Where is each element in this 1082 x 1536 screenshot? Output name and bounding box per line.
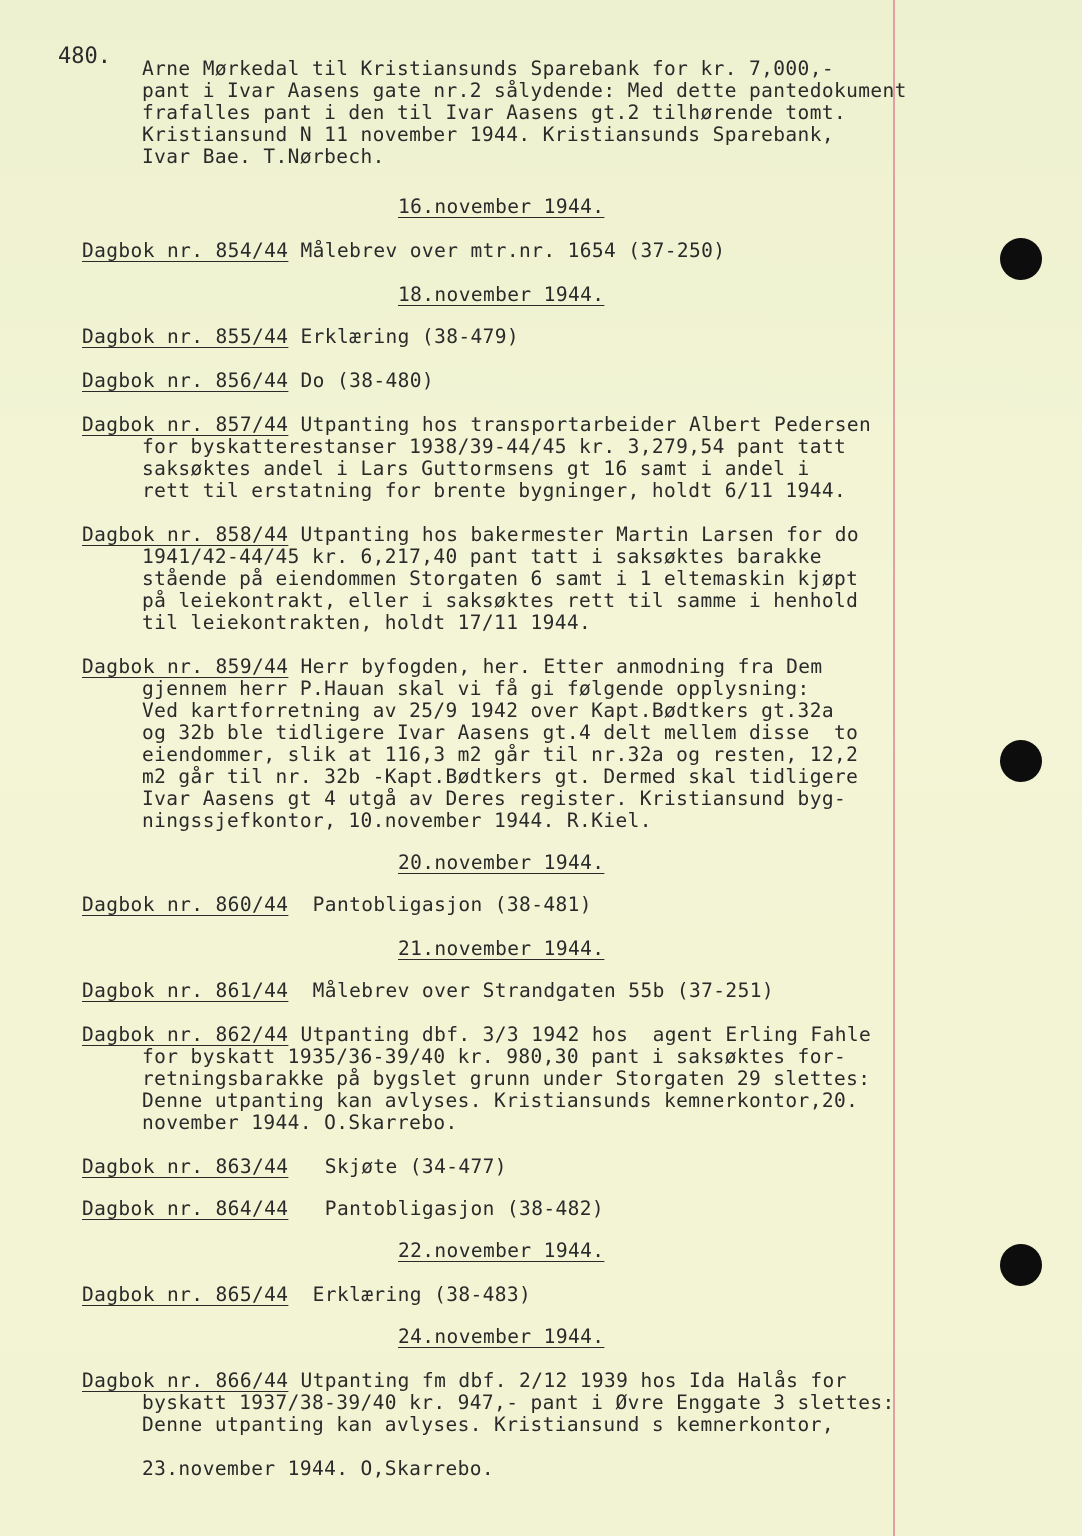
entry-text: Utpanting hos transportarbeider Albert Pedersen <box>288 413 872 436</box>
entry-line <box>82 1024 871 1046</box>
entry-line <box>82 326 519 348</box>
date-heading: 21.november 1944. <box>398 937 605 960</box>
entry-text: Utpanting hos bakermester Martin Larsen for do <box>288 523 859 546</box>
page-number: 480. <box>58 44 111 69</box>
entry-text: Herr byfogden, her. Etter anmodning fra Dem <box>288 655 823 678</box>
text-line: stående på eiendommen Storgaten 6 samt i 1 eltemaskin kjøpt <box>142 567 859 590</box>
text-line: 23.november 1944. O,Skarrebo. <box>142 1457 495 1480</box>
text-line: og 32b ble tidligere Ivar Aasens gt.4 delt mellem disse to <box>142 721 859 744</box>
text-line: pant i Ivar Aasens gate nr.2 sålydende: Med dette pantedokument <box>142 79 907 102</box>
text-line: saksøktes andel i Lars Guttormsens gt 16 samt i andel i <box>142 457 810 480</box>
entry-line <box>82 894 592 916</box>
punch-hole-top <box>1000 238 1042 280</box>
entry-text: Pantobligasjon (38-482) <box>288 1197 605 1220</box>
entry-text: Utpanting fm dbf. 2/12 1939 hos Ida Halås for <box>288 1369 847 1392</box>
dagbok-ref: Dagbok nr. 861/44 <box>82 979 289 1002</box>
text-line: Ivar Aasens gt 4 utgå av Deres register. Kristiansund byg- <box>142 787 847 810</box>
dagbok-ref: Dagbok nr. 856/44 <box>82 369 289 392</box>
text-line: for byskatterestanser 1938/39-44/45 kr. 3,279,54 pant tatt <box>142 435 847 458</box>
entry-line <box>82 414 871 436</box>
dagbok-ref: Dagbok nr. 864/44 <box>82 1197 289 1220</box>
date-heading: 22.november 1944. <box>398 1239 605 1262</box>
entry-text: Pantobligasjon (38-481) <box>288 893 592 916</box>
punch-hole-middle <box>1000 740 1042 782</box>
text-line: på leiekontrakt, eller i saksøktes rett til samme i henhold <box>142 589 859 612</box>
text-line: Kristiansund N 11 november 1944. Kristiansunds Sparebank, <box>142 123 834 146</box>
text-line: Ivar Bae. T.Nørbech. <box>142 145 385 168</box>
text-line: Ved kartforretning av 25/9 1942 over Kapt.Bødtkers gt.32a <box>142 699 834 722</box>
text-line: 1941/42-44/45 kr. 6,217,40 pant tatt i saksøktes barakke <box>142 545 822 568</box>
date-heading: 18.november 1944. <box>398 283 605 306</box>
text-line: november 1944. O.Skarrebo. <box>142 1111 458 1134</box>
text-line: byskatt 1937/38-39/40 kr. 947,- pant i Øvre Enggate 3 slettes: <box>142 1391 895 1414</box>
text-line: frafalles pant i den til Ivar Aasens gt.2 tilhørende tomt. <box>142 101 847 124</box>
entry-line <box>82 1284 531 1306</box>
text-line: Denne utpanting kan avlyses. Kristiansund s kemnerkontor, <box>142 1413 834 1436</box>
entry-line <box>82 1156 507 1178</box>
entry-text: Utpanting dbf. 3/3 1942 hos agent Erling Fahle <box>288 1023 872 1046</box>
entry-line <box>82 240 725 262</box>
dagbok-ref: Dagbok nr. 854/44 <box>82 239 289 262</box>
entry-line <box>82 980 774 1002</box>
entry-text: Erklæring (38-483) <box>288 1283 532 1306</box>
entry-line <box>82 656 823 678</box>
dagbok-ref: Dagbok nr. 866/44 <box>82 1369 289 1392</box>
text-line: m2 går til nr. 32b -Kapt.Bødtkers gt. Dermed skal tidligere <box>142 765 859 788</box>
entry-text: Do (38-480) <box>288 369 435 392</box>
text-line: til leiekontrakten, holdt 17/11 1944. <box>142 611 592 634</box>
text-line: retningsbarakke på bygslet grunn under Storgaten 29 slettes: <box>142 1067 871 1090</box>
entry-line <box>82 524 859 546</box>
text-line: eiendommer, slik at 116,3 m2 går til nr.32a og resten, 12,2 <box>142 743 859 766</box>
entry-line <box>82 1198 604 1220</box>
text-line: rett til erstatning for brente bygninger, holdt 6/11 1944. <box>142 479 847 502</box>
dagbok-ref: Dagbok nr. 859/44 <box>82 655 289 678</box>
entry-line <box>82 370 434 392</box>
margin-rule <box>893 0 895 1536</box>
dagbok-ref: Dagbok nr. 863/44 <box>82 1155 289 1178</box>
dagbok-ref: Dagbok nr. 857/44 <box>82 413 289 436</box>
entry-text: Erklæring (38-479) <box>288 325 520 348</box>
text-line: Arne Mørkedal til Kristiansunds Sparebank for kr. 7,000,- <box>142 57 834 80</box>
dagbok-ref: Dagbok nr. 865/44 <box>82 1283 289 1306</box>
text-line: for byskatt 1935/36-39/40 kr. 980,30 pant i saksøktes for- <box>142 1045 847 1068</box>
dagbok-ref: Dagbok nr. 860/44 <box>82 893 289 916</box>
text-line: ningssjefkontor, 10.november 1944. R.Kiel. <box>142 809 652 832</box>
entry-text: Skjøte (34-477) <box>288 1155 507 1178</box>
dagbok-ref: Dagbok nr. 862/44 <box>82 1023 289 1046</box>
entry-text: Målebrev over mtr.nr. 1654 (37-250) <box>288 239 726 262</box>
entry-line <box>82 1370 847 1392</box>
dagbok-ref: Dagbok nr. 855/44 <box>82 325 289 348</box>
text-line: Denne utpanting kan avlyses. Kristiansunds kemnerkontor,20. <box>142 1089 859 1112</box>
entry-text: Målebrev over Strandgaten 55b (37-251) <box>288 979 774 1002</box>
text-line: gjennem herr P.Hauan skal vi få gi følgende opplysning: <box>142 677 810 700</box>
dagbok-ref: Dagbok nr. 858/44 <box>82 523 289 546</box>
punch-hole-bottom <box>1000 1244 1042 1286</box>
date-heading: 16.november 1944. <box>398 195 605 218</box>
date-heading: 24.november 1944. <box>398 1325 605 1348</box>
date-heading: 20.november 1944. <box>398 851 605 874</box>
